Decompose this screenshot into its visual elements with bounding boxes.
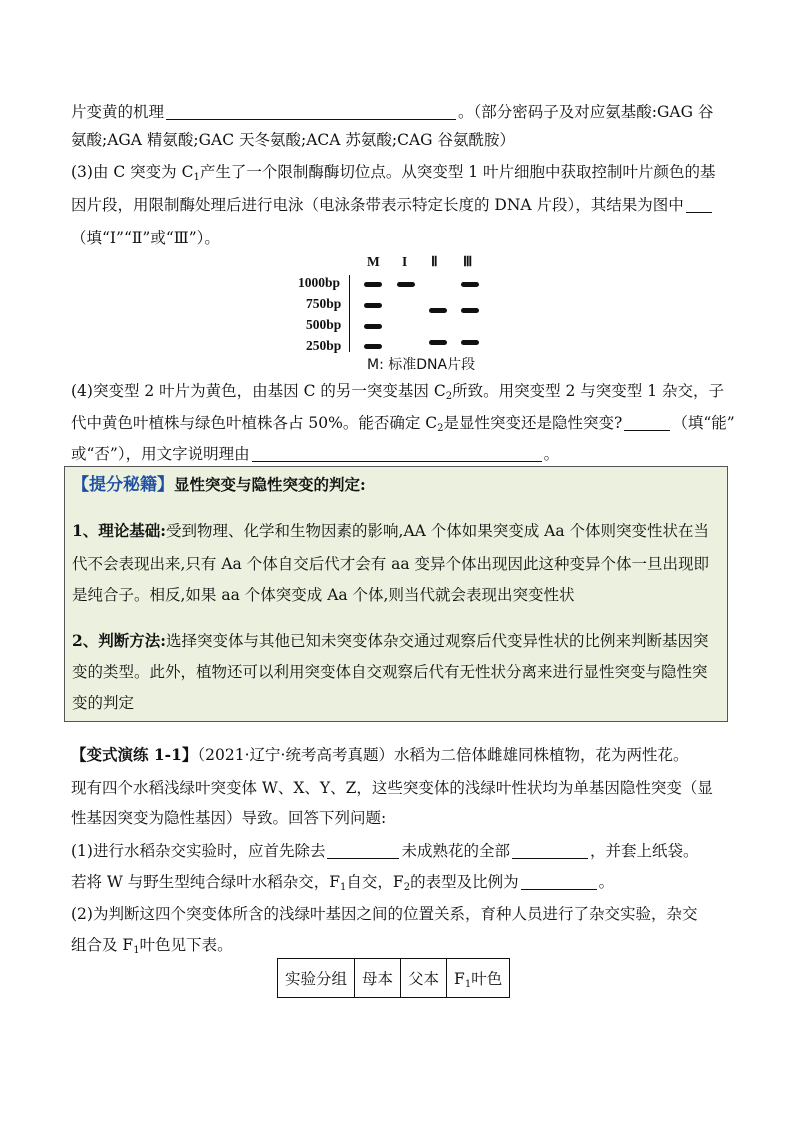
lane-label-m: M bbox=[367, 254, 380, 269]
exercise-q1-line-2: 若将 W 与野生型纯合绿叶水稻杂交，$F_1$自交，$F_2$的表型及比例为 。 bbox=[71, 873, 615, 893]
lane-label-i: I bbox=[402, 254, 408, 269]
answer-blank[interactable] bbox=[624, 413, 670, 431]
gel-electrophoresis-figure bbox=[292, 254, 502, 372]
band-ii-lower bbox=[429, 340, 447, 345]
band-i-1000 bbox=[397, 282, 415, 287]
answer-blank[interactable] bbox=[512, 841, 588, 859]
header-mother: 母本 bbox=[355, 959, 401, 998]
tip-p2-line-1: 2、判断方法:选择突变体与其他已知未突变体杂交通过观察后代变异性状的比例来判断基因突 bbox=[72, 631, 709, 650]
q3-line-3: （填“I”“Ⅱ”或“Ⅲ”）。 bbox=[71, 229, 220, 247]
q-prev-line-2: 氨酸;AGA 精氨酸;GAC 天冬氨酸;ACA 苏氨酸;CAG 谷氨酰胺） bbox=[71, 131, 515, 149]
size-label-750bp: 750bp bbox=[306, 296, 342, 311]
band-m-750 bbox=[364, 303, 382, 308]
experiment-table bbox=[277, 958, 510, 998]
exercise-line-3: 性基因突变为隐性基因）导致。回答下列问题: bbox=[71, 809, 387, 827]
band-ii-upper bbox=[429, 308, 447, 313]
tip-p2-line-3: 变的判定 bbox=[72, 694, 135, 712]
q3-line-1: (3)由 C 突变为 $C_1$产生了一个限制酶酶切位点。从突变型 1 叶片细胞中获取控制叶片颜色的基 bbox=[71, 163, 716, 183]
size-label-1000bp: 1000bp bbox=[298, 275, 341, 290]
tip-p2-line-2: 变的类型。此外，植物还可以利用突变体自交观察后代有无性状分离来进行显性突变与隐性突 bbox=[72, 663, 708, 681]
band-m-250 bbox=[364, 344, 382, 349]
band-iii-1000 bbox=[461, 282, 479, 287]
gel-axis-line bbox=[349, 275, 350, 352]
exercise-q2-line-1: (2)为判断这四个突变体所含的浅绿叶基因之间的位置关系，育种人员进行了杂交实验，杂交 bbox=[71, 905, 698, 923]
band-iii-upper bbox=[461, 308, 479, 313]
exercise-q2-line-2: 组合及 $F_1$叶色见下表。 bbox=[71, 936, 233, 956]
gel-caption: M: 标准DNA片段 bbox=[367, 357, 476, 373]
lane-label-iii: Ⅲ bbox=[463, 254, 473, 269]
table-header-row bbox=[278, 959, 510, 998]
lane-label-ii: Ⅱ bbox=[431, 254, 438, 269]
q4-line-1: (4)突变型 2 叶片为黄色，由基因 C 的另一突变基因 $C_2$所致。用突变型 2 与突变型 1 杂交，子 bbox=[71, 382, 724, 402]
tip-p1-line-1: 1、理论基础:受到物理、化学和生物因素的影响,AA 个体如果突变成 Aa 个体则突变性状在当 bbox=[72, 521, 710, 540]
q4-line-3: 或“否”），用文字说明理由 。 bbox=[71, 445, 560, 463]
tip-heading: 【提分秘籍】显性突变与隐性突变的判定: bbox=[72, 475, 366, 495]
exercise-q1-line-1: (1)进行水稻杂交实验时，应首先除去 未成熟花的全部 ，并套上纸袋。 bbox=[71, 842, 699, 860]
q3-line-2: 因片段，用限制酶处理后进行电泳（电泳条带表示特定长度的 DNA 片段），其结果为图中 bbox=[71, 193, 714, 217]
tip-box bbox=[64, 466, 728, 722]
size-label-500bp: 500bp bbox=[306, 317, 342, 332]
tip-p1-line-2: 代不会表现出来,只有 Aa 个体自交后代才会有 aa 变异个体出现因此这种变异个体一旦出现即 bbox=[72, 555, 710, 573]
band-m-1000 bbox=[364, 282, 382, 287]
q4-line-2: 代中黄色叶植株与绿色叶植株各占 50%。能否确定 $C_2$是显性突变还是隐性突变? （填“能” bbox=[71, 414, 735, 434]
band-iii-lower bbox=[461, 340, 479, 345]
band-m-500 bbox=[364, 324, 382, 329]
answer-blank[interactable] bbox=[686, 195, 712, 213]
exercise-line-1: 【变式演练 1-1】（2021·辽宁·统考高考真题）水稻为二倍体雌雄同株植物，花为两性花。 bbox=[71, 745, 689, 764]
tip-p1-line-3: 是纯合子。相反,如果 aa 个体突变成 Aa 个体,则当代就会表现出突变性状 bbox=[72, 586, 575, 604]
answer-blank[interactable] bbox=[166, 102, 456, 120]
header-group: 实验分组 bbox=[278, 959, 355, 998]
q-prev-line-1: 片变黄的机理 。（部分密码子及对应氨基酸:GAG 谷 bbox=[71, 103, 714, 121]
header-f1-leaf-color: $F_1$叶色 bbox=[447, 959, 510, 998]
size-label-250bp: 250bp bbox=[306, 338, 342, 353]
answer-blank[interactable] bbox=[521, 872, 597, 890]
exercise-line-2: 现有四个水稻浅绿叶突变体 W、X、Y、Z，这些突变体的浅绿叶性状均为单基因隐性突变（显 bbox=[71, 779, 713, 797]
header-father: 父本 bbox=[401, 959, 447, 998]
answer-blank[interactable] bbox=[327, 841, 399, 859]
answer-blank[interactable] bbox=[252, 444, 542, 462]
